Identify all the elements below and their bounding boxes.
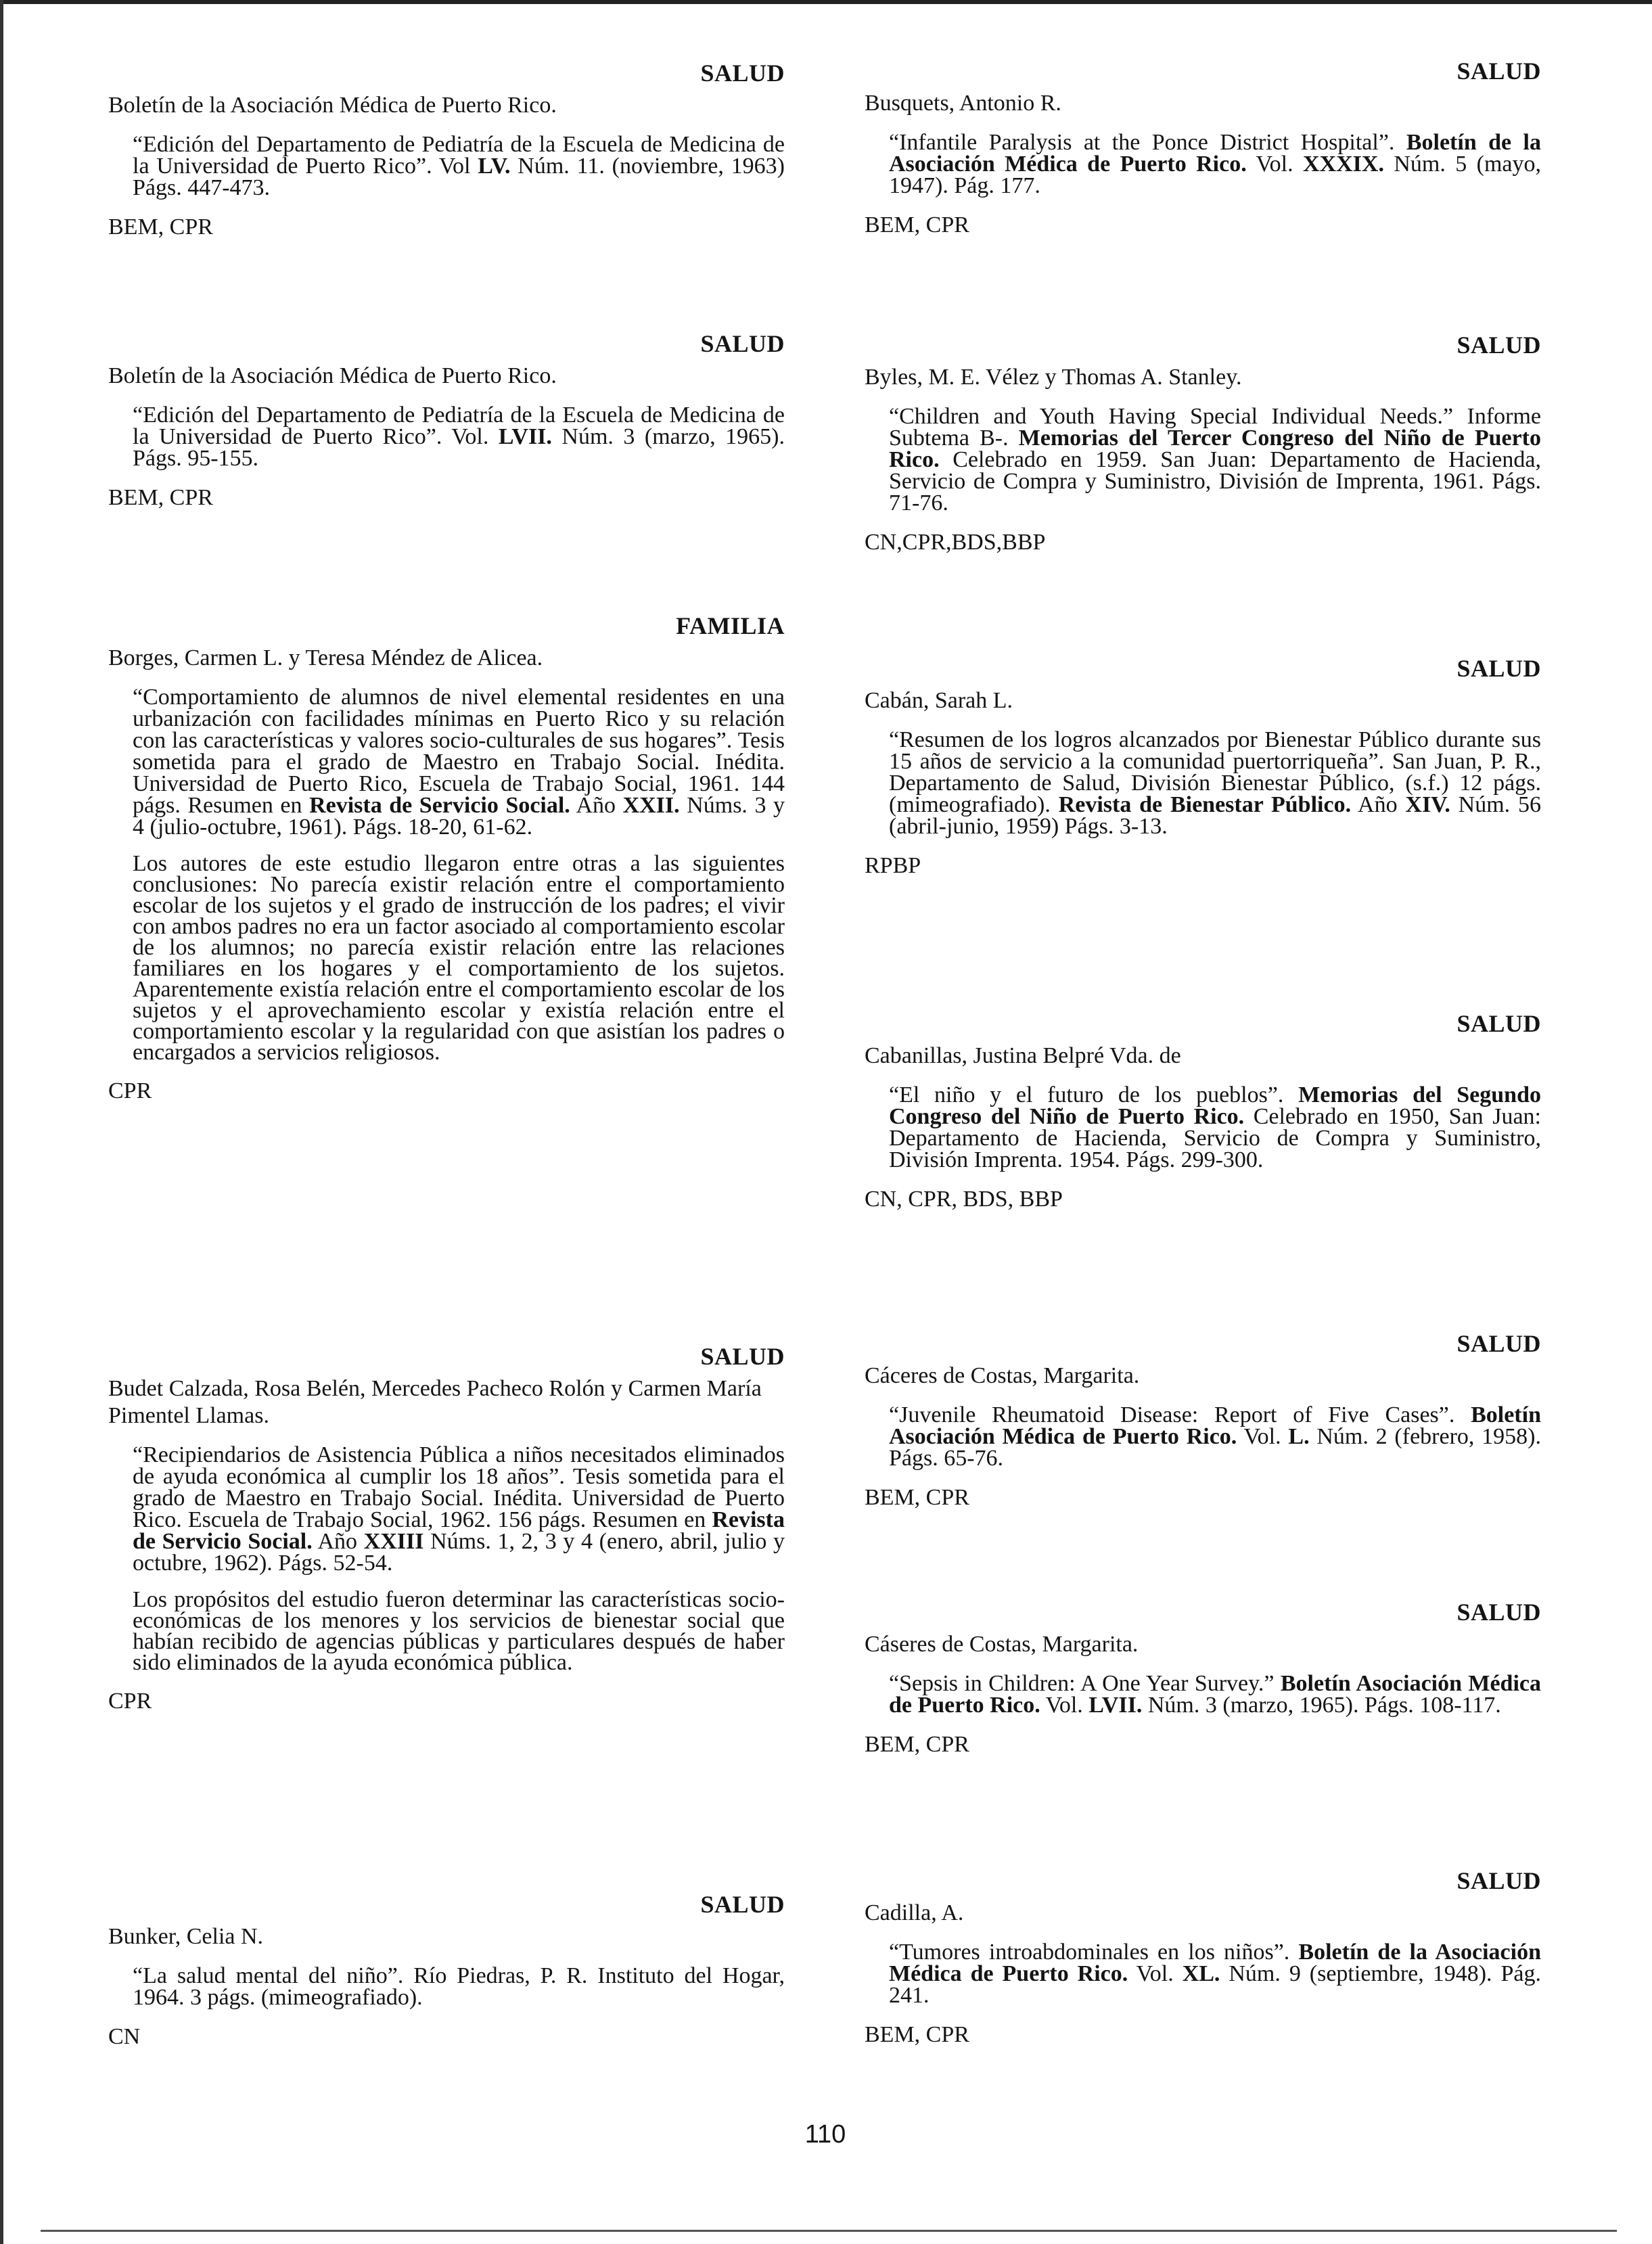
- entry-library-codes: BEM, CPR: [108, 485, 213, 510]
- bibliography-entry: [865, 655, 1541, 879]
- entry-library-codes: RPBP: [865, 853, 921, 878]
- bibliography-entry: [865, 1867, 1541, 2048]
- citation-segment: Núm. 3 (marzo, 1965). Págs. 95-155.: [133, 424, 785, 471]
- bibliography-entry: [865, 1599, 1541, 1758]
- citation-segment: Año: [312, 1529, 364, 1554]
- bibliography-entry: [108, 612, 785, 1105]
- citation-bold-segment: Revista de Servicio Social.: [309, 793, 570, 818]
- bibliography-entry: [108, 1891, 785, 2051]
- entry-author: Borges, Carmen L. y Teresa Méndez de Alicea.: [108, 645, 543, 670]
- bibliography-entry: [865, 331, 1541, 556]
- citation-segment: Núm. 56 (abril-junio, 1959) Págs. 3-13.: [889, 792, 1541, 839]
- citation-bold-segment: Memorias del Segundo Congreso del Niño de Puerto Rico.: [889, 1082, 1541, 1129]
- entry-library-codes: CPR: [108, 1078, 152, 1103]
- citation-segment: “Juvenile Rheumatoid Disease: Report of Five Cases”.: [889, 1402, 1471, 1427]
- citation-bold-segment: LVII.: [498, 424, 552, 449]
- entry-citation: [133, 1965, 785, 2009]
- citation-bold-segment: XIV.: [1405, 792, 1450, 817]
- entry-citation: [889, 1673, 1541, 1716]
- citation-segment: Núm. 2 (febrero, 1958). Págs. 65-76.: [889, 1424, 1542, 1471]
- citation-bold-segment: Revista de Servicio Social.: [133, 1507, 785, 1554]
- citation-segment: Núms. 3 y 4 (julio-octubre, 1961). Págs. 18-20, 61-62.: [133, 793, 785, 840]
- entry-citation: [133, 1444, 785, 1574]
- entry-author: Busquets, Antonio R.: [865, 91, 1061, 116]
- citation-segment: Año: [1351, 792, 1406, 817]
- citation-segment: Núm. 5 (mayo, 1947). Pág. 177.: [889, 152, 1541, 198]
- entry-citation: [889, 132, 1541, 197]
- entry-library-codes: BEM, CPR: [865, 212, 969, 237]
- entry-author: Cadilla, A.: [865, 1900, 964, 1925]
- citation-segment: Vol.: [1246, 152, 1304, 177]
- entry-citation: [889, 1084, 1541, 1171]
- citation-bold-segment: Revista de Bienestar Público.: [1058, 792, 1352, 817]
- entry-subject: SALUD: [1456, 1867, 1541, 1894]
- bottom-edge-rule: [41, 2230, 1617, 2232]
- citation-segment: “Recipiendarios de Asistencia Pública a niños necesitados eliminados de ayuda económica al cumplir los 18 años”. Tesis sometida para el grado de Maestro en Trabajo Social. Inédita. Universidad de Puerto Rico. Escuela de Trabajo Social, 1962. 156 págs. Resumen en: [133, 1442, 785, 1532]
- entry-library-codes: BEM, CPR: [865, 1732, 969, 1757]
- entry-citation: [889, 406, 1541, 514]
- entry-subject: SALUD: [700, 1891, 785, 1918]
- citation-segment: Celebrado en 1950, San Juan: Departamento de Hacienda, Servicio de Compra y Suministro, División Imprenta. 1954. Págs. 299-300.: [889, 1104, 1542, 1172]
- entry-author: Cabán, Sarah L.: [865, 688, 1013, 713]
- entry-subject: FAMILIA: [676, 612, 785, 639]
- entry-library-codes: CN,CPR,BDS,BBP: [865, 530, 1046, 555]
- citation-segment: Celebrado en 1959. San Juan: Departamento de Hacienda, Servicio de Compra y Suministro, División de Imprenta, 1961. Págs. 71-76.: [889, 447, 1541, 516]
- citation-bold-segment: Memorias del Tercer Congreso del Niño de Puerto Rico.: [889, 426, 1542, 472]
- entry-subject: SALUD: [1456, 58, 1541, 85]
- left-edge-rule: [0, 0, 3, 2244]
- entry-author: Bunker, Celia N.: [108, 1924, 264, 1949]
- citation-bold-segment: Boletín Asociación Médica de Puerto Rico.: [889, 1402, 1541, 1449]
- entry-author: Cabanillas, Justina Belpré Vda. de: [865, 1043, 1181, 1068]
- entry-subject: SALUD: [700, 1343, 785, 1370]
- bibliography-entry: [108, 330, 785, 511]
- entry-subject: SALUD: [1456, 331, 1541, 359]
- bibliography-entry: [865, 1330, 1541, 1511]
- citation-segment: “La salud mental del niño”. Río Piedras, P. R. Instituto del Hogar, 1964. 3 págs. (mimeografiado).: [133, 1963, 785, 2010]
- citation-segment: Año: [570, 793, 623, 818]
- citation-segment: Núm. 3 (marzo, 1965). Págs. 108-117.: [1142, 1693, 1501, 1718]
- citation-segment: “Edición del Departamento de Pediatría de la Escuela de Medicina de la Universidad de Puerto Rico”. Vol.: [133, 403, 785, 449]
- entry-subject: SALUD: [1456, 1599, 1541, 1626]
- citation-segment: Núms. 1, 2, 3 y 4 (enero, abril, julio y octubre, 1962). Págs. 52-54.: [133, 1529, 785, 1576]
- citation-segment: “El niño y el futuro de los pueblos”.: [889, 1082, 1299, 1107]
- citation-bold-segment: XXII.: [622, 793, 680, 818]
- entry-library-codes: CPR: [108, 1689, 152, 1714]
- bibliography-entry: [108, 60, 785, 241]
- citation-bold-segment: XXIII: [363, 1529, 424, 1554]
- citation-bold-segment: LVII.: [1088, 1693, 1143, 1718]
- entry-library-codes: CN: [108, 2024, 141, 2049]
- bibliography-entry: [865, 58, 1541, 239]
- citation-segment: “Sepsis in Children: A One Year Survey.”: [889, 1671, 1281, 1696]
- citation-bold-segment: L.: [1288, 1424, 1310, 1449]
- citation-segment: “Resumen de los logros alcanzados por Bienestar Público durante sus 15 años de servicio a la comunidad puertorriqueña”. San Juan, P. R., Departamento de Salud, División Bienestar Público, (s.f.) 12 págs. (mimeografiado).: [889, 727, 1541, 817]
- citation-segment: “Tumores introabdominales en los niños”.: [889, 1940, 1299, 1965]
- entry-author: Cáceres de Costas, Margarita.: [865, 1363, 1140, 1388]
- entry-citation: [889, 1404, 1541, 1469]
- entry-citation: [889, 729, 1541, 838]
- citation-segment: Vol.: [1128, 1961, 1183, 1986]
- entry-subject: SALUD: [1456, 1330, 1541, 1357]
- entry-subject: SALUD: [700, 330, 785, 357]
- entry-author: Budet Calzada, Rosa Belén, Mercedes Pacheco Rolón y Carmen María Pimentel Llamas.: [108, 1376, 762, 1428]
- page-number: 110: [804, 2120, 846, 2149]
- entry-subject: SALUD: [700, 60, 785, 87]
- citation-segment: “Comportamiento de alumnos de nivel elemental residentes en una urbanización con facilidades mínimas en Puerto Rico y su relación con las características y valores socio-culturales de sus hogares”. Tesis sometida para el grado de Maestro en Trabajo Social. Inédita. Universidad de Puerto Rico, Escuela de Trabajo Social, 1961. 144 págs. Resumen en: [133, 685, 785, 818]
- entry-abstract: Los autores de este estudio llegaron entre otras a las siguientes conclusiones: No parecía existir relación entre el comportamiento escolar de los sujetos y el grado de instrucción de los padres; el vivir con ambos padres no era un factor asociado al comportamiento escolar de los alumnos; no parecía existir relación entre las relaciones familiares en los hogares y el comportamiento de los sujetos. Aparentemente existía relación entre el comportamiento escolar de los sujetos y el aprovechamiento escolar y existía relación entre el comportamiento escolar y la regularidad con que asistían los padres o encargados a servicios religiosos.: [133, 851, 785, 1065]
- entry-library-codes: CN, CPR, BDS, BBP: [865, 1187, 1063, 1212]
- citation-bold-segment: Boletín de la Asociación Médica de Puerto Rico.: [889, 1940, 1541, 1986]
- entry-subject: SALUD: [1456, 1010, 1541, 1037]
- citation-bold-segment: Boletín Asociación Médica de Puerto Rico.: [889, 1671, 1541, 1718]
- citation-segment: “Children and Youth Having Special Individual Needs.” Informe Subtema B-.: [889, 404, 1541, 451]
- citation-segment: “Infantile Paralysis at the Ponce District Hospital”.: [889, 130, 1406, 155]
- citation-bold-segment: LV.: [478, 154, 511, 179]
- bibliography-entry: [865, 1010, 1541, 1213]
- citation-segment: Núm. 9 (septiembre, 1948). Pág. 241.: [889, 1961, 1541, 2008]
- citation-segment: Vol.: [1040, 1693, 1089, 1718]
- entry-citation: [133, 134, 785, 199]
- entry-citation: [889, 1942, 1541, 2007]
- entry-citation: [133, 687, 785, 838]
- citation-segment: Núm. 11. (noviembre, 1963) Págs. 447-473.: [133, 154, 785, 200]
- entry-author: Byles, M. E. Vélez y Thomas A. Stanley.: [865, 365, 1242, 390]
- citation-segment: Vol.: [1237, 1424, 1289, 1449]
- citation-bold-segment: XL.: [1182, 1961, 1220, 1986]
- entry-library-codes: BEM, CPR: [865, 1485, 969, 1510]
- citation-bold-segment: XXXIX.: [1303, 152, 1384, 177]
- entry-author: Cáseres de Costas, Margarita.: [865, 1632, 1139, 1657]
- entry-author: Boletín de la Asociación Médica de Puerto Rico.: [108, 93, 557, 118]
- top-edge-rule: [0, 0, 1652, 4]
- bibliography-entry: [108, 1343, 785, 1715]
- citation-segment: “Edición del Departamento de Pediatría de la Escuela de Medicina de la Universidad de Puerto Rico”. Vol: [133, 132, 785, 179]
- entry-library-codes: BEM, CPR: [865, 2022, 969, 2047]
- entry-citation: [133, 405, 785, 470]
- entry-abstract: Los propósitos del estudio fueron determinar las características socio-económicas de los menores y los servicios de bienestar social que habían recibido de agencias públicas y particulares después de haber sido eliminados de la ayuda económica pública.: [133, 1587, 785, 1675]
- entry-subject: SALUD: [1456, 655, 1541, 682]
- entry-library-codes: BEM, CPR: [108, 214, 213, 239]
- citation-bold-segment: Boletín de la Asociación Médica de Puerto Rico.: [889, 130, 1541, 177]
- entry-author: Boletín de la Asociación Médica de Puerto Rico.: [108, 363, 557, 388]
